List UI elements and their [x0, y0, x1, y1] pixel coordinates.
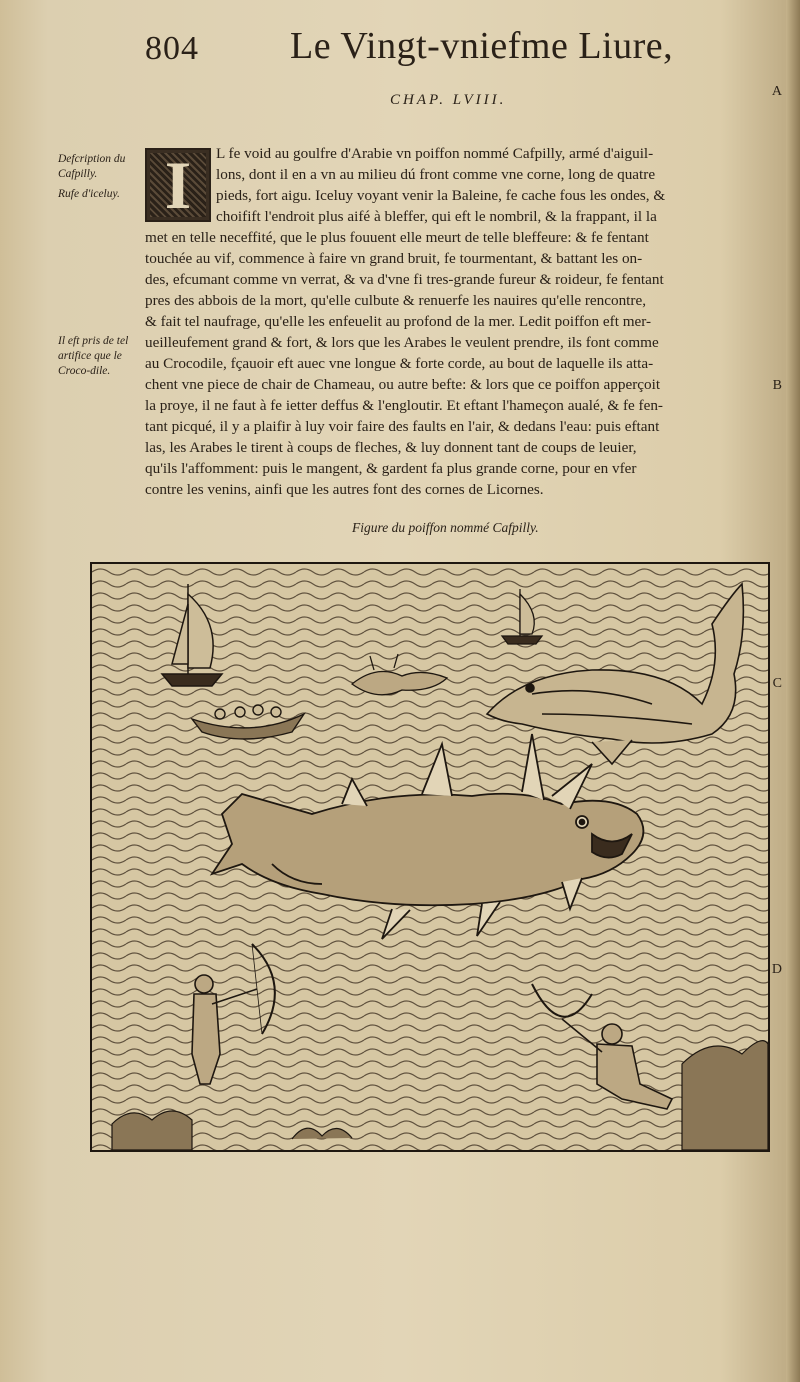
page-number: 804	[145, 30, 199, 67]
body-line: qu'ils l'affomment: puis le mangent, & gardent fa plus grande corne, pour en vfer	[145, 460, 637, 477]
margin-mark-c: C	[772, 676, 782, 691]
running-head: Le Vingt-vniefme Liure,	[290, 25, 674, 67]
body-line: ueilleufement grand & fort, & lors que les Arabes le veulent prendre, ils font comme	[145, 334, 659, 351]
body-line: chent vne piece de chair de Chameau, ou autre befte: & lors que ce poiffon apperçoit	[145, 376, 661, 393]
body-line: L fe void au goulfre d'Arabie vn poiffon nommé Cafpilly, armé d'aiguil-	[216, 145, 654, 162]
body-line: pres des abbois de la mort, qu'elle culbute & renuerfe les nauires qu'elle rencontre,	[145, 292, 646, 309]
chapter-heading: CHAP. LVIII.	[390, 92, 507, 108]
body-line: au Crocodile, fçauoir eft auec vne longue & forte corde, au bout de laquelle ils atta-	[145, 355, 654, 372]
margin-note-capture: Il eft pris de tel artifice que le Croco-dile.	[58, 335, 129, 377]
page-edge	[786, 0, 800, 1382]
body-line: lons, dont il en a vn au milieu dú front comme vne corne, long de quatre	[216, 166, 656, 183]
woodcut-illustration	[90, 562, 770, 1152]
body-line: contre les venins, ainfi que les autres font des cornes de Licornes.	[145, 481, 544, 498]
initial-letter: I	[164, 147, 192, 223]
body-line: & fait tel naufrage, qu'elle les enfeuelit au profond de la mer. Ledit poiffon eft mer-	[145, 313, 652, 330]
margin-note-description: Defcription du Cafpilly.	[58, 153, 126, 180]
margin-note-ruse: Rufe d'iceluy.	[58, 188, 120, 200]
body-line: pieds, fort aigu. Iceluy voyant venir la Baleine, fe cache fous les ondes, &	[216, 187, 666, 204]
body-line: met en telle neceffité, que le plus fouuent elle meurt de telle bleffeure: & fe fentant	[145, 229, 649, 246]
body-line: touchée au vif, commence à faire vn grand bruit, fe tourmentant, & battant les on-	[145, 250, 643, 267]
margin-mark-a: A	[771, 84, 782, 99]
decorated-initial	[145, 148, 211, 222]
margin-mark-d: D	[771, 962, 782, 977]
body-line: la proye, il ne faut à fe ietter deffus & l'engloutir. Et eftant l'hameçon aualé, & fe fen-	[145, 397, 663, 414]
body-line: choifift l'endroit plus aifé à bleffer, qui eft le nombril, & la frappant, il la	[216, 208, 657, 225]
margin-mark-b: B	[772, 378, 782, 393]
body-line: las, les Arabes le tirent à coups de fleches, & luy donnent tant de coups de leuier,	[145, 439, 637, 456]
body-line: tant picqué, il y a plaifir à luy voir faire des faults en l'air, & dedans l'eau: puis eftant	[145, 418, 660, 435]
body-line: des, efcumant comme vn verrat, & va d'vne fi tres-grande fureur & roideur, fe fentant	[145, 271, 664, 288]
figure-caption: Figure du poiffon nommé Cafpilly.	[352, 520, 539, 535]
